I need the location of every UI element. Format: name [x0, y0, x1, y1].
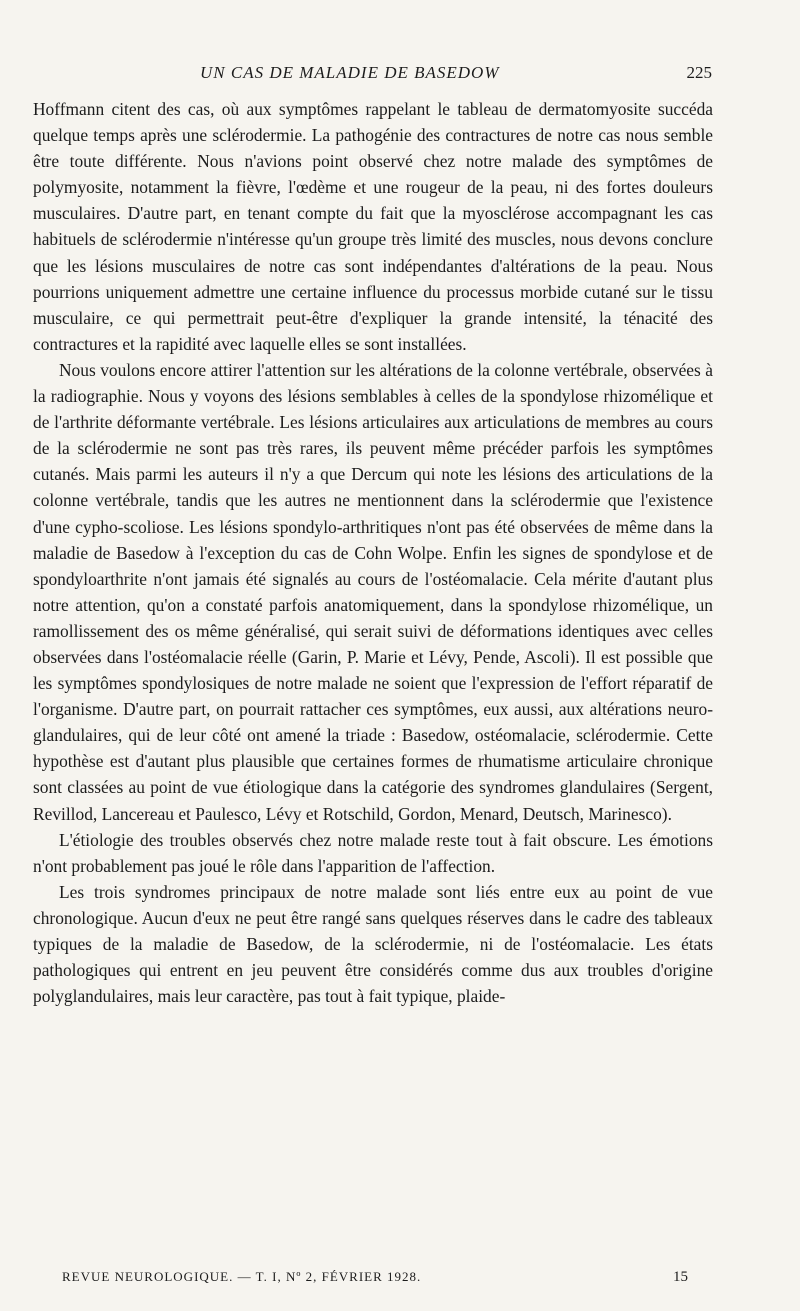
paragraph-4: Les trois syndromes principaux de notre malade sont liés entre eux au point de vue chronologique. Aucun d'eux ne peut être rangé sans quelques réserves dans le cadre des tableaux typiques de la maladie de Basedow, de la sclérodermie, ni de l'ostéomalacie. Les états pathologiques qui entrent en jeu peuvent être considérés comme dus aux troubles d'origine polyglandulaires, mais leur caractère, pas tout à fait typique, plaide- [33, 881, 713, 1007]
paragraph-2: Nous voulons encore attirer l'attention sur les altérations de la colonne vertébrale, observées à la radiographie. Nous y voyons des lésions semblables à celles de la spondylose rhizomélique et de l'arthrite déformante vertébrale. Les lésions articulaires aux articulations de membres au cours de la sclérodermie ne sont pas très rares, ils peuvent même précéder parfois les symptômes cutanés. Mais parmi les auteurs il n'y a que Dercum qui note les lésions des articulations de la colonne vertébrale, tandis que les autres ne mentionnent dans la sclérodermie que l'existence d'une cypho-scoliose. Les lésions spondylo-arthritiques n'ont pas été observées de même dans la maladie de Basedow à l'exception du cas de Cohn Wolpe. Enfin les signes de spondylose et de spondyloarthrite n'ont jamais été signalés au cours de l'ostéomalacie. Cela mérite d'autant plus notre attention, qu'on a constaté parfois anatomiquement, dans la spondylose rhizomélique, un ramollissement des os même généralisé, qui serait suivi de déformations identiques avec celles observées dans l'ostéomalacie réelle (Garin, P. Marie et Lévy, Pende, Ascoli). Il est possible que les symptômes spondylosiques de notre malade ne soient que l'expression de l'effort réparatif de l'organisme. D'autre part, on pourrait rattacher ces symptômes, eux aussi, aux altérations neuro-glandulaires, qui de leur côté ont amené la triade : Basedow, ostéomalacie, sclérodermie. Cette hypothèse est d'autant plus plausible que certaines formes de rhumatisme articulaire chronique sont classées au point de vue étiologique dans la catégorie des syndromes glandulaires (Sergent, Revillod, Lancereau et Paulesco, Lévy et Rotschild, Gordon, Menard, Deutsch, Marinesco). [33, 359, 713, 824]
footer-sheet-number: 15 [673, 1269, 688, 1285]
footer [0, 1269, 800, 1291]
footer-journal-line: REVUE NEUROLOGIQUE. — T. I, Nº 2, FÉVRIER 1928. [62, 1269, 422, 1284]
running-title: UN CAS DE MALADIE DE BASEDOW [200, 63, 500, 82]
paragraph-3: L'étiologie des troubles observés chez notre malade reste tout à fait obscure. Les émotions n'ont probablement pas joué le rôle dans l'apparition de l'affection. [33, 829, 713, 876]
running-head [0, 63, 800, 87]
paragraph-1: Hoffmann citent des cas, où aux symptômes rappelant le tableau de dermatomyosite succéda quelque temps après une sclérodermie. La pathogénie des contractures de notre cas nous semble être toute différente. Nous n'avions point observé chez notre malade des symptômes de polymyosite, notamment la fièvre, l'œdème et une rougeur de la peau, ni des fortes douleurs musculaires. D'autre part, en tenant compte du fait que la myosclérose accompagnant les cas habituels de sclérodermie n'intéresse qu'un groupe très limité des muscles, nous devons conclure que les lésions musculaires de notre cas sont indépendantes d'altérations de la peau. Nous pourrions uniquement admettre une certaine influence du processus morbide cutané sur le tissu musculaire, ce qui permettrait peut-être d'expliquer la grande intensité, la ténacité des contractures et la rapidité avec laquelle elles se sont installées. [33, 99, 713, 354]
body-text [33, 96, 713, 1009]
page-number: 225 [686, 63, 712, 82]
